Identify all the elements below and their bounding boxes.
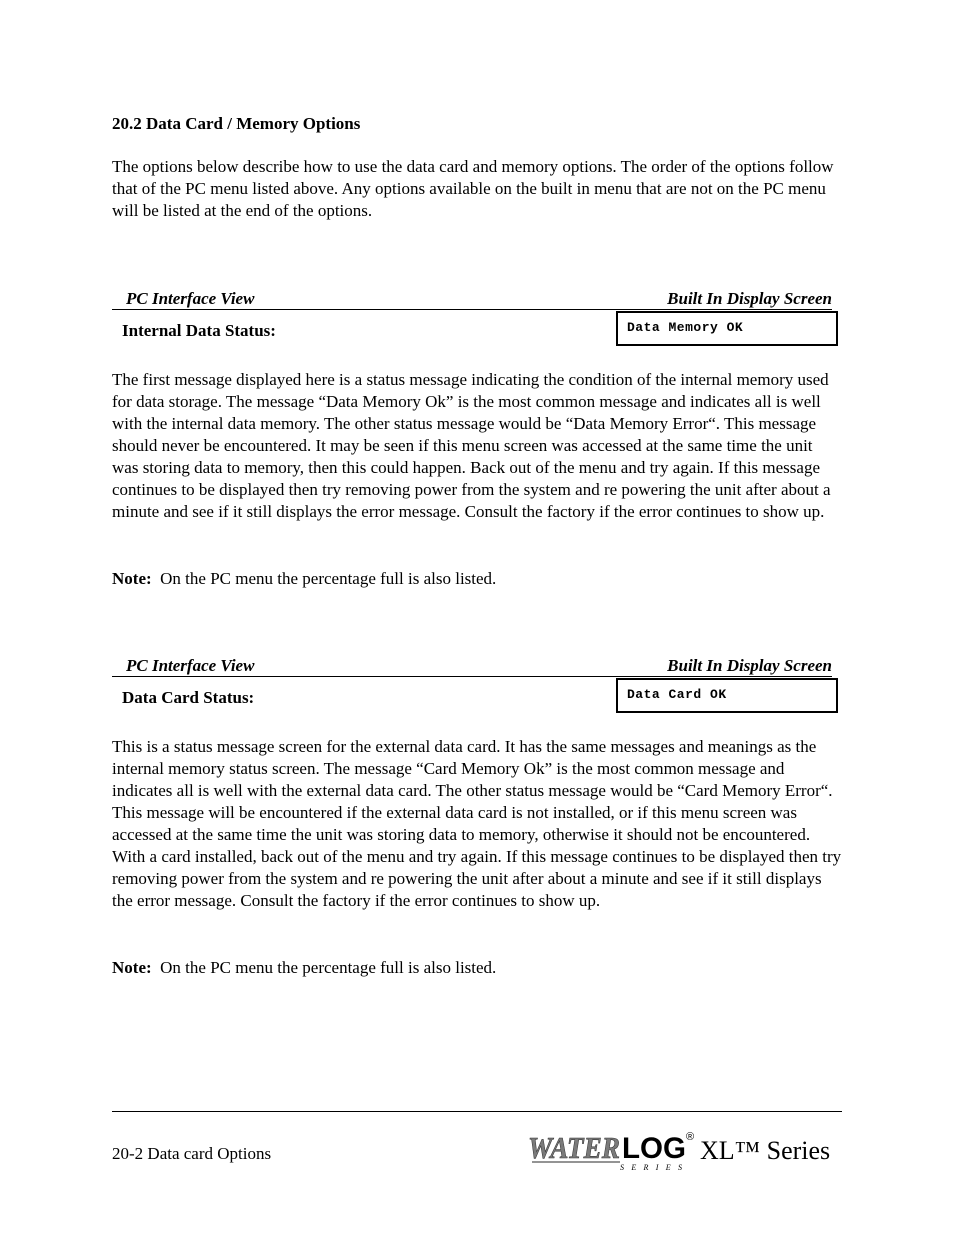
display-screen-label: Built In Display Screen [667, 289, 832, 308]
footer-series-name: XL™ Series [700, 1136, 831, 1165]
note-text: On the PC menu the percentage full is also listed. [151, 569, 497, 588]
description-paragraph: This is a status message screen for the external data card. It has the same messages and meanings as the internal memory status screen. The message “Card Memory Ok” is the most common message and indicates all is well with the external data card. The other status message would be “Card Memory Error“. This message will be encountered if the external data card is not installed, or if this menu screen was accessed at the same time the unit was storing data to memory, otherwise it should not be encountered. With a card installed, back out of the menu and try again. If this message continues to be displayed then try removing power from the system and re powering the unit after about a minute and see if it still displays the error message. Consult the factory if the error continues to show up. [112, 737, 842, 910]
lcd-screen: Data Card OK [616, 678, 838, 713]
footer-page-label: 20-2 Data card Options [112, 1144, 272, 1163]
intro-paragraph: The options below describe how to use the data card and memory options. The order of the options follow that of the PC menu listed above. Any options available on the built in menu that are not on the PC menu will be listed at the end of the options. [112, 157, 834, 220]
pc-view-label: PC Interface View [126, 656, 255, 675]
note-text: On the PC menu the percentage full is also listed. [151, 958, 497, 977]
view-header-row [112, 289, 832, 310]
logo-word-water: WATER [528, 1130, 620, 1165]
field-label-internal-data-status: Internal Data Status: [122, 321, 276, 340]
display-screen-label: Built In Display Screen [667, 656, 832, 675]
footer-rule [112, 1111, 842, 1112]
section-heading: 20.2 Data Card / Memory Options [112, 114, 361, 133]
logo-registered-mark: ® [686, 1131, 695, 1143]
waterlog-logo [528, 1126, 698, 1172]
lcd-screen: Data Memory OK [616, 311, 838, 346]
logo-series-label: SERIES [620, 1163, 682, 1172]
logo-word-log: LOG [622, 1132, 686, 1165]
note-label: Note: [112, 569, 152, 588]
pc-view-label: PC Interface View [126, 289, 255, 308]
note-paragraph [112, 957, 842, 979]
note-label: Note: [112, 958, 152, 977]
description-paragraph: The first message displayed here is a status message indicating the condition of the internal memory used for data storage. The message “Data Memory Ok” is the most common message and indicates all is well with the internal data memory. The other status message would be “Data Memory Error“. This message should never be encountered. It may be seen if this menu screen was accessed at the same time the unit was storing data to memory, then this could happen. Back out of the menu and try again. If this message continues to be displayed then try removing power from the system and re powering the unit after about a minute and see if it still displays the error message. Consult the factory if the error continues to show up. [112, 370, 831, 521]
note-paragraph [112, 568, 842, 590]
field-label-data-card-status: Data Card Status: [122, 688, 255, 707]
view-header-row [112, 656, 832, 677]
